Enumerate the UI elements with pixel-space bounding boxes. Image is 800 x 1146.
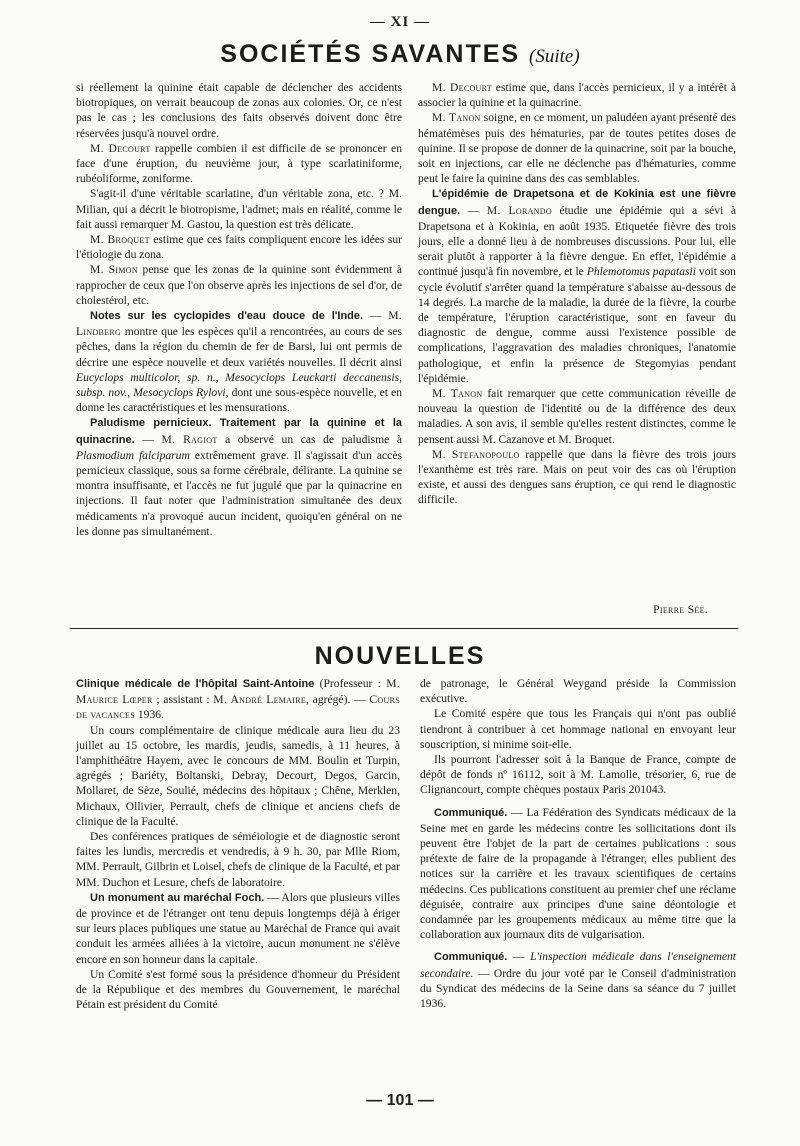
section-divider: [70, 628, 738, 629]
species-name: Plasmodium falciparum: [76, 448, 190, 462]
section-heading: [0, 40, 800, 69]
paragraph: M. Decourt rappelle combien il est difficile de se prononcer en face d'une éruption, du neuvième jour, à type scarlatiniforme, rubéoliforme, zoniforme.: [76, 141, 402, 186]
paragraph: Le Comité espère que tous les Français qui n'ont pas oublié tiendront à contribuer à cet hommage national en envoyant leur souscription, si minime soit-elle.: [420, 707, 736, 751]
page-number: — 101 —: [366, 1092, 434, 1109]
paragraph: M. Stefanopoulo rappelle que dans la fièvre des trois jours l'exanthème est très rare. Mais on peut voir des cas où l'éruption existe, et aussi des dengues sans éruption, ce qui rend le diagnostic difficile.: [418, 447, 736, 507]
species-names: Eucyclops multicolor, sp. n., Mesocyclops Leuckarti deccanensis, subsp. nov., Mesocyclops Rylovi,: [76, 370, 402, 400]
article-lead: Notes sur les cyclopides d'eau douce de l'Inde.: [90, 310, 364, 323]
article-lead: Communiqué.: [434, 806, 508, 819]
author-name: M. Ragiot: [161, 432, 218, 446]
section-title: SOCIÉTÉS SAVANTES: [220, 40, 521, 68]
article-lead: Paludisme pernicieux. Traitement par la quinine et la quinacrine.: [76, 417, 402, 446]
paragraph: M. Tanon soigne, en ce moment, un paludéen ayant présenté des hématémèses puis des hématuries, par de toutes petites doses de quinine. Il se propose de donner de la quinacrine, soit par la bouche, soit en injections, car elle ne déclenche pas d'hématuries, comme peut le faire la quinine dans des cas semblables.: [418, 111, 736, 186]
paragraph: Ils pourront l'adresser soit à la Banque de France, compte de dépôt de fonds nº 16112, soit à M. Lamolle, trésorier, 6, rue de Clignancourt, compte chèques postaux Paris 201043.: [420, 753, 736, 797]
column-2: [418, 80, 736, 508]
paragraph: M. Simon pense que les zonas de la quinine sont évidemment à rapprocher de ceux que l'on observe après les injections de sel d'or, de cholestérol, etc.: [76, 263, 402, 307]
author-name: M. Stefanopoulo: [432, 447, 520, 461]
article-lead: Clinique médicale de l'hôpital Saint-Antoine: [76, 678, 315, 690]
paragraph: M. Broquet estime que ces faits compliquent encore les idées sur l'étiologie du zona.: [76, 233, 402, 262]
column-3: [76, 676, 400, 1012]
author-name: M. Tanon: [432, 387, 483, 401]
species-name: Phlemotomus papatasii: [586, 265, 696, 279]
article-subtitle: L'inspection médicale dans l'enseignement secondaire.: [420, 950, 736, 980]
article-lead: Communiqué.: [434, 951, 508, 964]
article-lead: Un monument au maréchal Foch.: [90, 891, 265, 904]
nouvelles-heading: NOUVELLES: [314, 642, 486, 670]
author-name: M. Decourt: [432, 81, 492, 94]
paragraph: Un cours complémentaire de clinique médicale aura lieu du 23 juillet au 15 octobre, les mardis, jeudis, samedis, à 11 heures, à l'amphithéâtre Hayem, avec le concours de MM. Boulin et Turpin, agrégés ; Bariéty, Boltanski, Debray, Decourt, Degos, Garcin, Mollaret, de Sèze, Soulié, médecins des hôpitaux ; Chêne, Merklen, Michaux, Ollivier, Perrault, chefs de clinique et anciens chefs de clinique de la Faculté.: [76, 723, 400, 828]
paragraph: S'agit-il d'une véritable scarlatine, d'un véritable zona, etc. ? M. Milian, qui a décrit le biotropisme, l'admet; mais en réalité, comme le fait aussi remarquer M. Gastou, la question est très délicate.: [76, 187, 402, 231]
author-name: M. Tanon: [432, 111, 481, 125]
author-name: M. Maurice Lœper: [76, 677, 401, 707]
author-name: M. Lindberg: [76, 309, 402, 339]
paragraph: de patronage, le Général Weygand préside la Commission exécutive.: [420, 677, 736, 706]
paragraph: M. Tanon fait remarquer que cette communication réveille de nouveau la question de l'identité ou de la différence des deux maladies. A son avis, il semble qu'elles restent distinctes, comme le pensent aussi M. Cazanove et M. Broquet.: [418, 387, 736, 446]
paragraph: Clinique médicale de l'hôpital Saint-Antoine (Professeur : M. Maurice Lœper ; assistant : M. André Lemaire, agrégé). — Cours de vacances 1936.: [76, 677, 401, 722]
author-name: M. Lorando: [486, 203, 552, 217]
paragraph: Paludisme pernicieux. Traitement par la quinine et la quinacrine. — M. Ragiot a observé un cas de paludisme à Plasmodium falciparum extrêmement grave. Il s'agissait d'un accès pernicieux classique, sous sa forme cérébrale, délirante. La quinine se montra insuffisante, et l'accès ne fut jugulé que par la quinacrine en injections. Il faut noter que l'administration simultanée des deux médicaments n'a provoqué aucun incident, quoiqu'en général on ne les donne pas simultanément.: [76, 417, 402, 538]
paragraph: Notes sur les cyclopides d'eau douce de l'Inde. — M. Lindberg montre que les espèces qu'il a rencontrées, au cours de ses pêches, dans la région du chemin de fer de Barsi, lui ont permis de décrire une espèce nouvelle et deux variétés nouvelles. Il décrit ainsi Eucyclops multicolor, sp. n., Mesocyclops Leuckarti deccanensis, subsp. nov., Mesocyclops Rylovi, dont une sous-espèce nouvelle, et en donne les caractéristiques et les mensurations.: [76, 309, 402, 415]
column-1: [76, 80, 402, 539]
author-name: M. Broquet: [90, 233, 150, 247]
paragraph: Communiqué. — L'inspection médicale dans l'enseignement secondaire. — Ordre du jour voté par le Conseil d'administration du Syndicat des médecins de la Seine dans sa séance du 7 juillet 1936.: [420, 950, 736, 1011]
paragraph: Un monument au maréchal Foch. — Alors que plusieurs villes de province et de l'étranger ont tenu depuis longtemps déjà à ériger sur leurs places publiques une statue au Maréchal de France qui avait conduit les armées alliées à la victoire, aucun monument ne s'élève encore en son honneur dans la capitale.: [76, 890, 400, 966]
column-4: [420, 676, 736, 1011]
paragraph: Des conférences pratiques de séméiologie et de diagnostic seront faites les lundis, mercredis et vendredis, à 9 h. 30, par Mlle Riom, MM. Perrault, Gilbrin et Loisel, chefs de clinique de la Faculté, et par MM. Duchon et Lesure, chefs de laboratoire.: [76, 830, 400, 889]
signature: Pierre Sée.: [653, 603, 708, 616]
paragraph: M. Decourt estime que, dans l'accès pernicieux, il y a intérêt à associer la quinine et la quinacrine.: [418, 81, 736, 110]
paragraph: si réellement la quinine était capable de déclencher des accidents biotropiques, on verrait beaucoup de zonas aux colonies. Or, ce n'est pas le cas ; les conclusions des faits observés doivent donc être réservées jusqu'à nouvel ordre.: [76, 81, 402, 140]
author-name: M. André Lemaire: [213, 693, 307, 707]
paragraph: Communiqué. — La Fédération des Syndicats médicaux de la Seine met en garde les médecins contre les sollicitations dont ils peuvent être l'objet de la part de certaines publications : sous prétexte de faire de la propagande à l'étranger, elles publient des notices sur la carrière et les travaux scientifiques de certains médecins. Ces publications constituent au premier chef une réclame déguisée, contraire aux principes d'une saine déontologie et condamnée par les groupements médicaux au même titre que la collaboration aux journaux dits de vulgarisation.: [420, 805, 736, 942]
section-suite: (Suite): [529, 46, 580, 67]
paragraph: L'épidémie de Drapetsona et de Kokinia est une fièvre dengue. — M. Lorando étudie une épidémie qui a sévi à Drapetsona et à Kokinia, en août 1935. Etiquetée fièvre des trois jours, elle a donné lieu à de nombreuses discussions. Pour lui, elle serait plutôt à rapporter à la fièvre dengue. En effet, l'épidémie a continué jusqu'à fin novembre, et le Phlemotomus papatasii voit son cycle évolutif s'arrêter quand la température s'abaisse au-dessous de 14 degrés. La marche de la maladie, la durée de la fièvre, la courbe de température, l'éruption caractéristique, sont en faveur du diagnostic de dengue, comme aussi l'existence possible de complications, l'aggravation des maladies chroniques, l'anatomie pathologique, et enfin la présence de Stegomyias pendant l'épidémie.: [418, 188, 736, 385]
paragraph: Un Comité s'est formé sous la présidence d'honneur du Président de la République et des membres du Gouvernement, le maréchal Pétain est président du Comité: [76, 967, 400, 1012]
roman-page-number: — XI —: [369, 14, 431, 30]
author-name: M. Simon: [90, 263, 138, 277]
article-lead: L'épidémie de Drapetsona et de Kokinia est une fièvre dengue.: [418, 188, 736, 217]
author-name: M. Decourt: [90, 141, 151, 155]
